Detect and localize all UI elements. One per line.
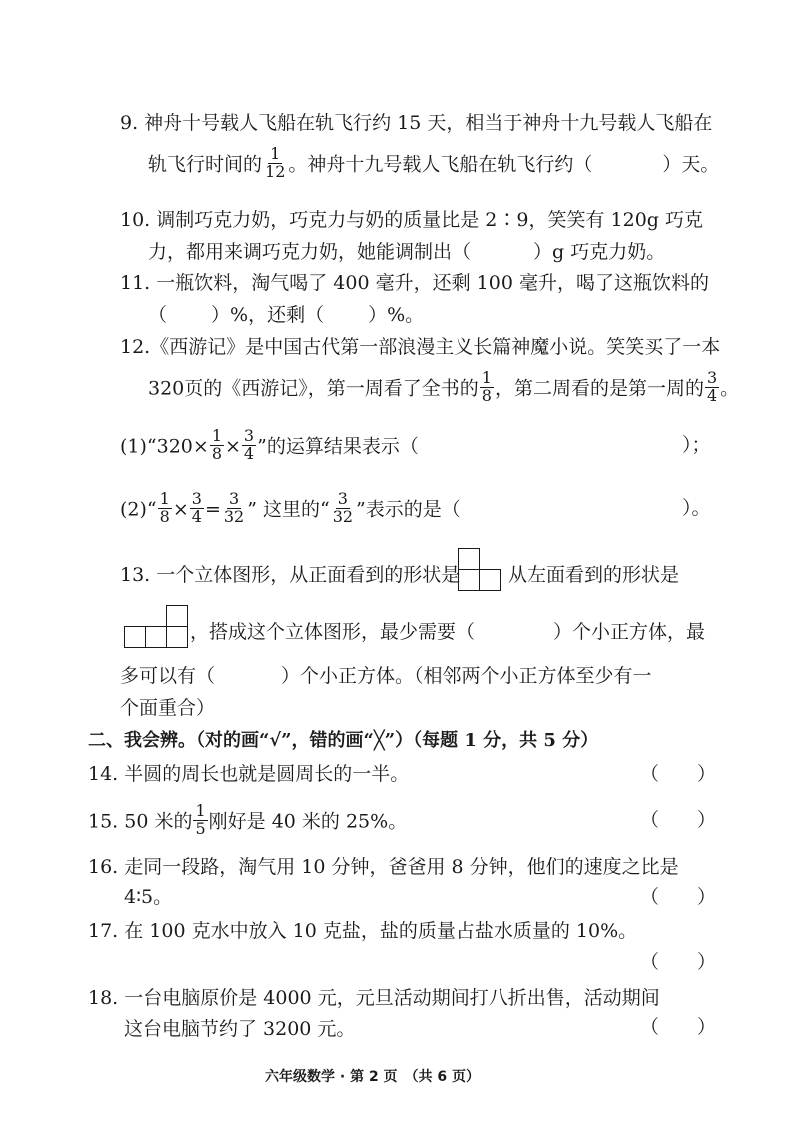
q9-fraction: $\frac{1}{12}$ bbox=[265, 144, 286, 181]
q18-answer-paren[interactable]: （ ） bbox=[640, 1016, 717, 1038]
left-view-figure bbox=[124, 605, 194, 651]
q9-line1: 9. 神舟十号载人飞船在轨飞行约 15 天，相当于神舟十九号载人飞船在 bbox=[120, 112, 713, 134]
q12-fraction-1: $\frac{1}{8}$ bbox=[481, 368, 492, 405]
q13-line1-b: 从左面看到的形状是 bbox=[508, 564, 680, 586]
q9-text-a: 轨飞行时间的 bbox=[148, 153, 263, 176]
q11-line1: 11. 一瓶饮料，淘气喝了 400 毫升，还剩 100 毫升，喝了这瓶饮料的 bbox=[120, 272, 709, 294]
q13-line4: 个面重合） bbox=[120, 697, 216, 719]
q15-fraction: $\frac{1}{5}$ bbox=[195, 801, 206, 838]
q16-line1: 16. 走同一段路，淘气用 10 分钟，爸爸用 8 分钟，他们的速度之比是 bbox=[88, 856, 679, 878]
q18-line2: 这台电脑节约了 3200 元。 bbox=[124, 1018, 356, 1040]
q12-sub1-close: ）； bbox=[682, 434, 711, 456]
q12-line2: 320页的《西游记》，第一周看了全书的 $\frac{1}{8}$ ，第二周看的是第一周的 $\frac{3}{4}$ 。 bbox=[148, 368, 740, 405]
front-view-figure bbox=[458, 548, 506, 594]
q16-answer-paren[interactable]: （ ） bbox=[640, 886, 717, 908]
q12-line1: 12.《西游记》是中国古代第一部浪漫主义长篇神魔小说。笑笑买了一本 bbox=[120, 336, 721, 358]
q12-sub1: (1)“320× $\frac{1}{8}$ × $\frac{3}{4}$ ”的运算结果表示（ bbox=[120, 426, 419, 463]
q14-text: 14. 半圆的周长也就是圆周长的一半。 bbox=[88, 763, 410, 785]
q15-text: 15. 50 米的 $\frac{1}{5}$ 刚好是 40 米的 25%。 bbox=[88, 801, 408, 838]
q12-sub2-answer-blank[interactable] bbox=[485, 493, 680, 523]
section-2-title: 二、我会辨。（对的画“√”，错的画“╳”）（每题 1 分，共 5 分） bbox=[88, 730, 599, 751]
q13-line3: 多可以有（ ）个小正方体。（相邻两个小正方体至少有一 bbox=[120, 665, 652, 687]
q17-text: 17. 在 100 克水中放入 10 克盐，盐的质量占盐水质量的 10%。 bbox=[88, 920, 638, 942]
q12-sub1-answer-blank[interactable] bbox=[440, 430, 680, 460]
q9-line2 bbox=[148, 144, 720, 183]
q12-fraction-2: $\frac{3}{4}$ bbox=[706, 368, 718, 405]
q12-sub2: (2)“ $\frac{1}{8}$ × $\frac{3}{4}$ = $\frac{3}{32}$ ” 这里的“ $\frac{3}{32}$ ”表示的是（ bbox=[120, 489, 461, 526]
page-footer: 六年级数学 · 第 2 页 （共 6 页） bbox=[265, 1069, 481, 1085]
q10-line2: 力，都用来调巧克力奶，她能调制出（ ）g 巧克力奶。 bbox=[148, 241, 666, 263]
q12-sub2-close: ）。 bbox=[682, 497, 711, 519]
q13-line2: ，搭成这个立体图形，最少需要（ ）个小正方体，最 bbox=[190, 621, 706, 643]
q14-answer-paren[interactable]: （ ） bbox=[640, 763, 717, 785]
q13-line1-a: 13. 一个立体图形，从正面看到的形状是 bbox=[120, 564, 461, 586]
q15-answer-paren[interactable]: （ ） bbox=[640, 809, 717, 831]
q9-text-c: ）天。 bbox=[662, 153, 720, 176]
q10-line1: 10. 调制巧克力奶，巧克力与奶的质量比是 2∶9，笑笑有 120g 巧克 bbox=[120, 209, 703, 231]
q11-line2: （ ）%，还剩（ ）%。 bbox=[148, 304, 425, 326]
q18-line1: 18. 一台电脑原价是 4000 元，元旦活动期间打八折出售，活动期间 bbox=[88, 987, 660, 1009]
q9-text-b: 。神舟十九号载人飞船在轨飞行约（ bbox=[288, 153, 593, 176]
q16-line2: 4∶5。 bbox=[124, 886, 173, 908]
q17-answer-paren[interactable]: （ ） bbox=[640, 951, 717, 973]
